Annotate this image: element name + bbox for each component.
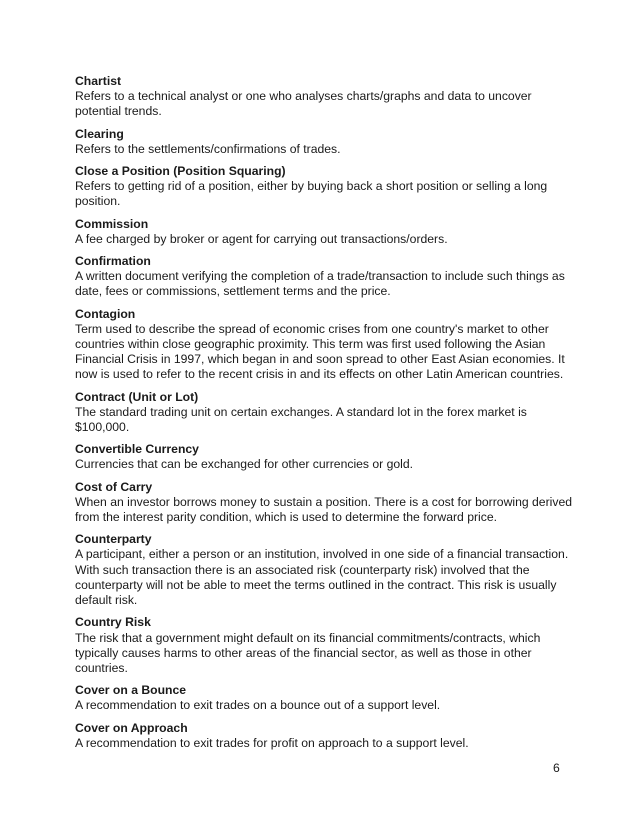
glossary-definition: Refers to getting rid of a position, either by buying back a short position or selling a long position.	[75, 179, 548, 209]
glossary-term: Chartist	[75, 74, 122, 88]
glossary-entry-contagion	[75, 307, 575, 383]
glossary-definition: A recommendation to exit trades for profit on approach to a support level.	[75, 735, 469, 750]
glossary-entry-chartist	[75, 74, 575, 120]
page-number: 6	[553, 761, 560, 775]
glossary-definition: A recommendation to exit trades on a bounce out of a support level.	[75, 698, 441, 713]
glossary-entry-counterparty	[75, 532, 575, 608]
glossary-entry-confirmation	[75, 254, 575, 300]
glossary-term: Convertible Currency	[75, 442, 199, 457]
glossary-entry-convertible-currency	[75, 442, 575, 472]
glossary-term: Cover on a Bounce	[75, 683, 187, 698]
glossary-entry-close-a-position	[75, 164, 575, 210]
glossary-term: Contract (Unit or Lot)	[75, 389, 199, 404]
glossary-term: Cover on Approach	[75, 720, 188, 735]
glossary-term: Commission	[75, 216, 149, 231]
glossary-definition: The risk that a government might default on its financial commitments/contracts, which typically causes harms to other areas of the financial sector, as well as those in other countries.	[75, 630, 541, 675]
glossary-term: Clearing	[75, 126, 124, 141]
glossary-entry-country-risk	[75, 615, 575, 676]
glossary-page	[75, 74, 575, 758]
glossary-term: Country Risk	[75, 615, 151, 630]
glossary-definition: The standard trading unit on certain exchanges. A standard lot in the forex market is $100,000.	[75, 404, 527, 435]
glossary-entry-cover-on-approach	[75, 721, 575, 751]
glossary-entry-commission	[75, 217, 575, 247]
glossary-term: Confirmation	[75, 254, 151, 269]
glossary-term: Contagion	[75, 306, 136, 321]
glossary-definition: Refers to a technical analyst or one who analyses charts/graphs and data to uncover potential trends.	[75, 89, 532, 119]
glossary-definition: A fee charged by broker or agent for carrying out transactions/orders.	[75, 231, 448, 246]
glossary-definition: Term used to describe the spread of economic crises from one country's market to other countries within close geographic proximity. This term was first used following the Asian Financial Crisis in 1997, which began in and soon spread to other East Asian economies. It now is used to refer to the recent crisis in and its effects on other Latin American countries.	[75, 321, 565, 382]
glossary-term: Close a Position (Position Squaring)	[75, 164, 286, 179]
glossary-entry-cost-of-carry	[75, 480, 575, 526]
glossary-definition: A participant, either a person or an institution, involved in one side of a financial transaction. With such transaction there is an associated risk (counterparty risk) involved that the counterparty will not be able to meet the terms outlined in the contract. This risk is usually default risk.	[75, 547, 569, 608]
glossary-definition: A written document verifying the completion of a trade/transaction to include such things as date, fees or commissions, settlement terms and the price.	[75, 269, 565, 299]
glossary-definition: Currencies that can be exchanged for other currencies or gold.	[75, 457, 414, 472]
glossary-entry-contract	[75, 390, 575, 436]
glossary-entry-cover-on-a-bounce	[75, 683, 575, 713]
glossary-entry-clearing	[75, 127, 575, 157]
glossary-definition: Refers to the settlements/confirmations of trades.	[75, 141, 341, 156]
glossary-definition: When an investor borrows money to sustain a position. There is a cost for borrowing derived from the interest parity condition, which is used to determine the forward price.	[75, 494, 572, 525]
glossary-term: Counterparty	[75, 532, 152, 547]
glossary-term: Cost of Carry	[75, 479, 153, 494]
